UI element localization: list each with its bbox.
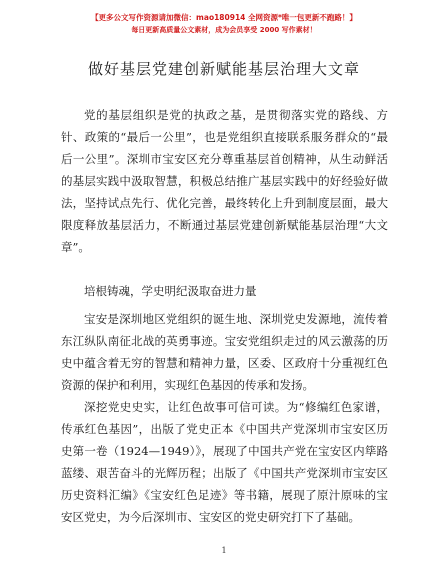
document-title: 做好基层党建创新赋能基层治理大文章 <box>87 60 360 78</box>
promo-banner-line1: 【更多公文写作资源请加微信：mao180914 全网资源*唯一包更新不跑路！】 <box>91 13 357 22</box>
paragraph-intro: 党的基层组织是党的执政之基，是贯彻落实党的路线、方针、政策的“最后一公里”，也是党组织直接联系服务群众的“最后一公里”。深圳市宝安区充分尊重基层首创精神，从生动鲜活的基层实践中汲取智慧，积极总结推广基层实践中的好经验好做法，坚持试点先行、优化完善，最终转化上升到制度层面，最大限度释放基层活力，不断通过基层党建创新赋能基层治理“大文章”。 <box>61 108 388 254</box>
paragraph-history: 宝安是深圳地区党组织的诞生地、深圳党史发源地，流传着东江纵队南征北战的英勇事迹。宝安党组织走过的风云激荡的历史中蕴含着无穷的智慧和精神力量，区委、区政府十分重视红色资源的保护和利用，实现红色基因的传承和发扬。 <box>61 312 388 392</box>
page-number: 1 <box>221 546 227 555</box>
paragraph-party-history: 深挖党史史实，让红色故事可信可读。为“修编红色家谱，传承红色基因”，出版了党史正本《中国共产党深圳市宝安区历史第一卷（1924—1949）》，展现了中国共产党在宝安区内筚路蓝缕、艰苦奋斗的光辉历程；出版了《中国共产党深圳市宝安区历史资料汇编》《宝安红色足迹》等书籍，展现了原汁原味的宝安区党史，为今后深圳市、宝安区的党史研究打下了基础。 <box>61 400 388 524</box>
promo-banner-line2: 每日更新高质量公文素材，成为会员享受 2000 写作素材！ <box>131 26 317 34</box>
section-heading: 培根铸魂，学史明纪汲取奋进力量 <box>84 284 257 298</box>
